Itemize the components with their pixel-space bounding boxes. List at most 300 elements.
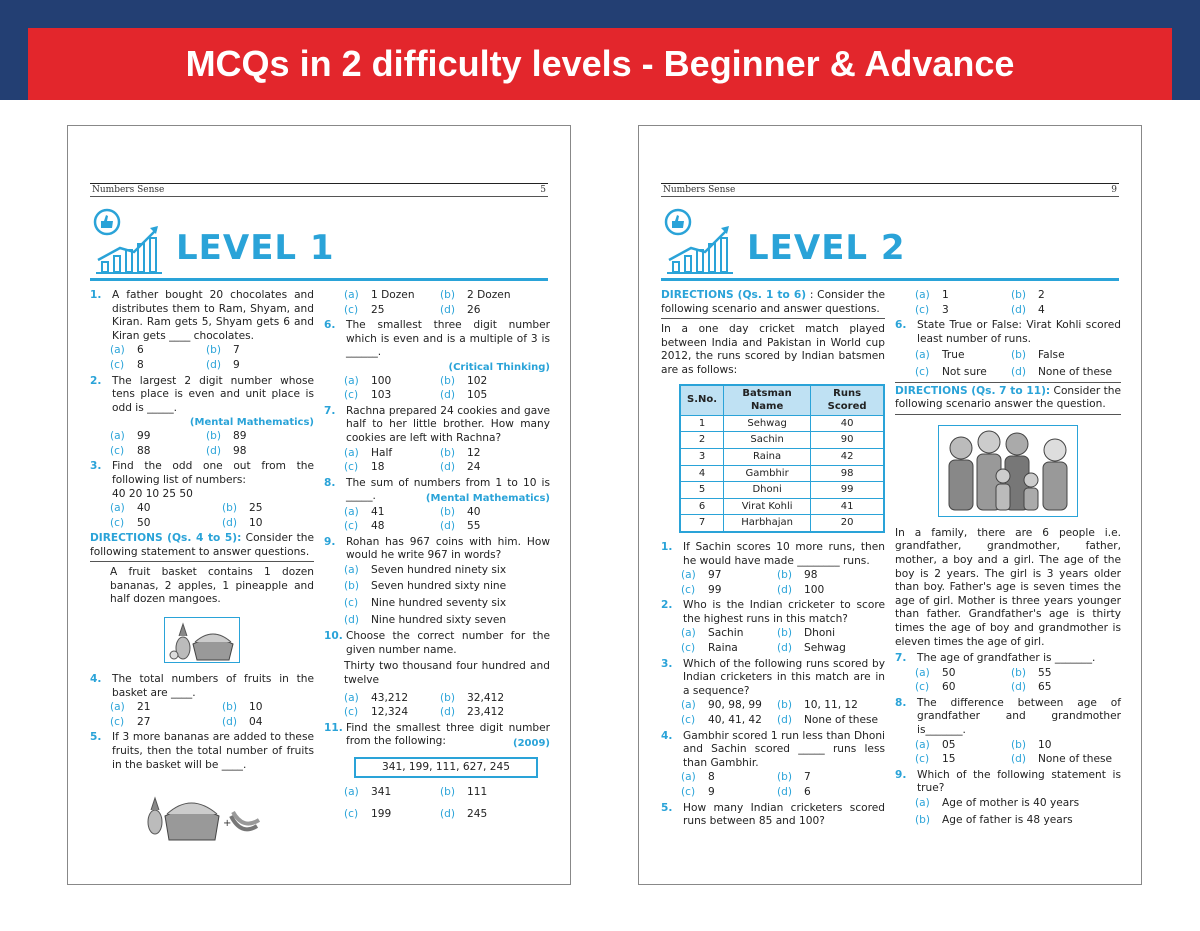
option-letter: (b) — [777, 569, 792, 582]
question-number: 1. — [90, 289, 102, 301]
question-number: 9. — [895, 768, 907, 781]
option-text: 2 — [1038, 289, 1045, 301]
options-q2 — [661, 627, 885, 655]
option — [344, 375, 440, 389]
option-text: 100 — [371, 374, 392, 387]
option-letter: (c) — [344, 389, 359, 402]
option — [915, 349, 1011, 363]
option-text: 98 — [233, 444, 247, 457]
running-header — [90, 183, 548, 197]
option-letter: (c) — [110, 715, 125, 728]
option — [344, 786, 440, 800]
column-header: S.No. — [680, 385, 724, 416]
fruit-basket-image — [164, 617, 240, 663]
option-letter: (c) — [344, 597, 359, 610]
svg-text:+: + — [223, 818, 232, 830]
page-level-2 — [638, 125, 1142, 885]
option-text: 25 — [249, 501, 263, 514]
directions — [661, 289, 885, 319]
option — [440, 304, 550, 318]
question-text: Find the smallest three digit number from the following: — [346, 721, 550, 748]
table-cell: 98 — [811, 465, 884, 482]
option-text: 23,412 — [467, 706, 505, 719]
option-letter: (c) — [681, 714, 696, 727]
option-letter: (b) — [440, 691, 455, 704]
option-text: 48 — [371, 520, 385, 533]
option — [777, 642, 885, 656]
option-text: Dhoni — [804, 627, 836, 640]
directions-heading: DIRECTIONS (Qs. 4 to 5): — [90, 532, 242, 545]
question-text: A father bought 20 chocolates and distributes them to Ram, Shyam, and Kiran. Ram gets 5, Shyam gets 6 and Kiran gets ____ chocolates. — [112, 289, 314, 342]
scenario-text: A fruit basket contains 1 dozen bananas, 2 apples, 1 pineapple and half dozen mangoes. — [110, 566, 314, 606]
table-row — [680, 415, 884, 432]
table-cell: 1 — [680, 415, 724, 432]
question-6 — [895, 319, 1121, 346]
table-row — [680, 498, 884, 515]
option-letter: (d) — [1011, 753, 1026, 766]
option-text: 341 — [371, 786, 392, 799]
table-row — [680, 448, 884, 465]
option-text: 41 — [371, 505, 385, 518]
family-image — [938, 425, 1078, 517]
option — [777, 584, 885, 598]
question-text: Which of the following runs scored by Indian cricketers in this match are in a sequence? — [683, 657, 885, 697]
option-text: 9 — [233, 358, 240, 371]
table-cell: 2 — [680, 432, 724, 449]
option-text: 4 — [1038, 303, 1045, 316]
year-tag: (2009) — [513, 738, 550, 749]
option-letter: (b) — [440, 505, 455, 518]
option-letter: (d) — [440, 303, 455, 316]
option — [222, 517, 314, 531]
option-text: 32,412 — [467, 691, 505, 704]
option-text: 65 — [1038, 681, 1052, 694]
option — [344, 564, 550, 578]
directions-text: Consider the following statement to answer questions. — [90, 532, 314, 558]
option — [440, 506, 550, 520]
option-text: 6 — [804, 786, 811, 798]
option-text: 05 — [942, 738, 956, 751]
option-text: 102 — [467, 374, 488, 387]
option — [110, 517, 222, 531]
option-letter: (c) — [344, 461, 359, 474]
option-text: 6 — [137, 344, 144, 357]
option — [110, 445, 206, 459]
option — [777, 627, 885, 641]
option — [440, 289, 550, 303]
option-letter: (a) — [110, 701, 125, 714]
option-text: Seven hundred ninety six — [371, 563, 507, 576]
option-text: 199 — [371, 807, 392, 820]
option-text: 27 — [137, 715, 151, 728]
option-text: 43,212 — [371, 691, 409, 704]
question-7 — [324, 405, 550, 446]
option-letter: (a) — [344, 289, 359, 301]
option-letter: (b) — [777, 771, 792, 784]
option — [915, 366, 1011, 380]
option — [915, 814, 1121, 828]
option-text: Half — [371, 446, 393, 459]
table-cell: 6 — [680, 498, 724, 515]
option-letter: (b) — [777, 627, 792, 640]
option-letter: (a) — [681, 569, 696, 582]
question-number: 7. — [895, 652, 907, 665]
option-letter: (a) — [110, 429, 125, 442]
option-text: 100 — [804, 583, 825, 596]
options-q4 — [661, 771, 885, 799]
table-cell: 20 — [811, 515, 884, 532]
banner — [28, 28, 1172, 100]
option-letter: (b) — [440, 374, 455, 387]
options-q3 — [90, 502, 314, 530]
option-text: 7 — [233, 344, 240, 357]
option — [344, 808, 440, 822]
left-column — [661, 289, 885, 830]
scenario-text: In a one day cricket match played between India and Pakistan in World cup 2012, the runs scored by Indian batsmen are as follows: — [661, 323, 885, 376]
option-text: Nine hundred seventy six — [371, 597, 507, 610]
option-letter: (a) — [681, 699, 696, 712]
table-cell: Raina — [724, 448, 811, 465]
question-number: 5. — [661, 801, 673, 814]
question-number: 1. — [661, 540, 673, 553]
option-letter: (b) — [440, 289, 455, 301]
question-text: Rachna prepared 24 cookies and gave half to her little brother. How many cookies are left with Rachna? — [346, 404, 550, 444]
option — [1011, 366, 1121, 380]
question-text: The age of grandfather is _______. — [917, 652, 1096, 665]
option-text: 9 — [708, 786, 715, 798]
option-text: 10 — [1038, 738, 1052, 751]
question-3 — [661, 658, 885, 699]
option — [1011, 681, 1121, 695]
running-header — [661, 183, 1119, 197]
table-cell: Virat Kohli — [724, 498, 811, 515]
option-letter: (b) — [222, 701, 237, 714]
table-row — [680, 465, 884, 482]
question-text: The sum of numbers from 1 to 10 is _____. — [346, 476, 550, 503]
question-text: The largest 2 digit number whose tens place is even and unit place is odd is _____. — [112, 374, 314, 414]
banner-title: MCQs in 2 difficulty levels - Beginner & Advance — [185, 43, 1015, 84]
table-row — [680, 432, 884, 449]
options-q6 — [324, 375, 550, 403]
number-list: 40 20 10 25 50 — [112, 488, 193, 501]
option — [440, 375, 550, 389]
option — [222, 701, 314, 715]
question-4 — [661, 730, 885, 771]
option — [344, 692, 440, 706]
option — [110, 716, 222, 730]
option-text: 98 — [804, 569, 818, 582]
option-text: 10 — [249, 516, 263, 529]
options-q5 — [324, 289, 550, 317]
options-q9 — [324, 564, 550, 627]
option-letter: (d) — [440, 706, 455, 719]
option-text: 60 — [942, 681, 956, 694]
option-text: 1 — [942, 289, 949, 301]
runs-table — [679, 384, 885, 533]
option — [915, 797, 1121, 811]
option-text: 50 — [137, 516, 151, 529]
options-q10 — [324, 692, 550, 720]
option-letter: (d) — [440, 520, 455, 533]
running-head: Numbers Sense — [92, 185, 165, 195]
question-number: 6. — [324, 319, 336, 332]
option — [777, 569, 885, 583]
option-text: 88 — [137, 444, 151, 457]
option — [1011, 667, 1121, 681]
option-text: 24 — [467, 461, 481, 474]
question-number: 2. — [661, 599, 673, 612]
number-box: 341, 199, 111, 627, 245 — [354, 757, 538, 779]
option-text: 10 — [249, 701, 263, 714]
page-number: 9 — [1111, 185, 1117, 195]
question-2 — [661, 599, 885, 626]
option — [110, 701, 222, 715]
page-number: 5 — [540, 185, 546, 195]
option-text: Nine hundred sixty seven — [371, 613, 507, 626]
option — [915, 753, 1011, 767]
option — [110, 344, 206, 358]
option-text: Sachin — [708, 627, 744, 640]
option-text: Seven hundred sixty nine — [371, 580, 507, 593]
family-scenario: In a family, there are 6 people i.e. grandfather, grandmother, father, mother, a boy and a girl. The age of the boy is 2 years. The girl is 3 years older than boy. Father's age is seven times the age of girl. Mother is three years younger than father. Grandfather's age is thirty times the age of boy and grandmother is eleven times the age of girl. — [895, 526, 1121, 648]
option-text: Age of mother is 40 years — [942, 797, 1080, 810]
option-text: 245 — [467, 807, 488, 820]
question-text: The difference between age of grandfather and grandmother is_______. — [917, 696, 1121, 737]
option-text: 25 — [371, 303, 385, 316]
option-letter: (b) — [222, 501, 237, 514]
option-letter: (b) — [1011, 349, 1026, 362]
option-letter: (c) — [681, 642, 696, 655]
option-letter: (a) — [915, 666, 930, 679]
option-letter: (d) — [1011, 365, 1026, 378]
option — [344, 614, 550, 628]
option-text: 103 — [371, 389, 392, 402]
question-text: How many Indian cricketers scored runs between 85 and 100? — [683, 801, 885, 828]
table-cell: 90 — [811, 432, 884, 449]
option-letter: (b) — [777, 699, 792, 712]
question-9 — [895, 769, 1121, 796]
option — [777, 786, 885, 800]
table-header-row — [680, 385, 884, 416]
question-text: State True or False: Virat Kohli scored least number of runs. — [917, 319, 1121, 345]
option-text: 21 — [137, 701, 151, 714]
option-text: 8 — [708, 771, 715, 784]
option — [110, 430, 206, 444]
option-text: 10, 11, 12 — [804, 699, 858, 712]
option-letter: (a) — [344, 786, 359, 799]
option-text: 50 — [942, 666, 956, 679]
option — [344, 289, 440, 303]
topic-tag: (Critical Thinking) — [448, 361, 550, 373]
option — [206, 430, 314, 444]
table-cell: 41 — [811, 498, 884, 515]
option-letter: (c) — [681, 583, 696, 596]
option — [110, 359, 206, 373]
option — [681, 714, 777, 728]
right-column — [324, 289, 550, 823]
option-letter: (a) — [344, 691, 359, 704]
question-number: 8. — [895, 696, 907, 709]
option-text: None of these — [1038, 365, 1113, 378]
option-letter: (a) — [681, 627, 696, 640]
options-q8 — [324, 506, 550, 534]
option-text: Raina — [708, 642, 738, 655]
option-letter: (b) — [206, 429, 221, 442]
option — [440, 808, 550, 822]
option-letter: (c) — [915, 303, 930, 316]
option-letter: (c) — [110, 358, 125, 371]
option — [440, 786, 550, 800]
option-text: 7 — [804, 771, 811, 784]
options-q5 — [895, 289, 1121, 317]
question-7 — [895, 652, 1121, 666]
level-title: LEVEL 2 — [747, 228, 906, 268]
question-text: If Sachin scores 10 more runs, then he would have made ________ runs. — [683, 540, 885, 567]
level-title: LEVEL 1 — [176, 228, 335, 268]
option — [344, 461, 440, 475]
option-text: 89 — [233, 429, 247, 442]
option-text: 40 — [467, 505, 481, 518]
option-letter: (b) — [915, 813, 930, 826]
question-number: 2. — [90, 374, 102, 387]
option — [110, 502, 222, 516]
table-cell: Sehwag — [724, 415, 811, 432]
option — [440, 520, 550, 534]
question-2 — [90, 375, 314, 416]
option-letter: (c) — [110, 516, 125, 529]
option-text: 90, 98, 99 — [708, 699, 762, 712]
option-text: 105 — [467, 389, 488, 402]
option — [440, 692, 550, 706]
option-letter: (d) — [440, 807, 455, 820]
option — [681, 627, 777, 641]
option-text: 3 — [942, 303, 949, 316]
directions-text: : Consider the following scenario and answer questions. — [661, 289, 885, 315]
question-text: The total numbers of fruits in the basket are ____. — [112, 673, 314, 699]
running-head: Numbers Sense — [663, 185, 736, 195]
question-number: 8. — [324, 476, 336, 489]
options-q1 — [661, 569, 885, 597]
table-cell: 40 — [811, 415, 884, 432]
question-4 — [90, 673, 314, 700]
table-cell: Sachin — [724, 432, 811, 449]
option — [222, 502, 314, 516]
option-letter: (a) — [344, 505, 359, 518]
options-q1 — [90, 344, 314, 372]
option — [344, 706, 440, 720]
option — [681, 569, 777, 583]
level-header — [661, 206, 1119, 281]
option — [1011, 753, 1121, 767]
option-text: 26 — [467, 303, 481, 316]
option — [1011, 304, 1121, 318]
option-letter: (b) — [344, 580, 359, 593]
topic-tag: (Mental Mathematics) — [425, 492, 550, 504]
option-text: None of these — [804, 714, 879, 727]
fruits-plus-bananas-image — [143, 786, 261, 842]
question-number: 6. — [895, 319, 907, 332]
table-cell: Dhoni — [724, 482, 811, 499]
option-letter: (b) — [440, 446, 455, 459]
option-letter: (d) — [1011, 303, 1026, 316]
column-header: Batsman Name — [724, 385, 811, 416]
directions-text: Consider the following scenario answer the question. — [895, 384, 1121, 411]
option — [915, 667, 1011, 681]
option — [777, 714, 885, 728]
question-text: Who is the Indian cricketer to score the highest runs in this match? — [683, 599, 885, 625]
option-text: 15 — [942, 753, 956, 766]
option-letter: (a) — [915, 738, 930, 751]
question-number: 3. — [661, 657, 673, 670]
question-number: 11. — [324, 721, 343, 734]
option — [915, 681, 1011, 695]
question-10 — [324, 630, 550, 657]
table-cell: Gambhir — [724, 465, 811, 482]
question-1 — [661, 541, 885, 568]
question-number: 4. — [90, 673, 102, 686]
option-letter: (d) — [222, 715, 237, 728]
option-letter: (d) — [206, 444, 221, 457]
option — [681, 642, 777, 656]
table-cell: 5 — [680, 482, 724, 499]
column-header: Runs Scored — [811, 385, 884, 416]
option — [1011, 349, 1121, 363]
option-text: 99 — [137, 429, 151, 442]
question-9 — [324, 536, 550, 563]
option — [681, 584, 777, 598]
option-letter: (a) — [915, 349, 930, 362]
option — [222, 716, 314, 730]
option-letter: (a) — [915, 797, 930, 810]
directions-heading: DIRECTIONS (Qs. 1 to 6) — [661, 289, 807, 301]
option-text: 04 — [249, 715, 263, 728]
option-letter: (a) — [344, 563, 359, 576]
option-letter: (d) — [440, 461, 455, 474]
option-letter: (c) — [344, 303, 359, 316]
options-q9 — [895, 797, 1121, 827]
option — [440, 447, 550, 461]
option — [344, 506, 440, 520]
option-letter: (b) — [440, 786, 455, 799]
option — [344, 304, 440, 318]
option-text: 40 — [137, 501, 151, 514]
question-text: Find the odd one out from the following list of numbers: — [112, 460, 314, 486]
question-number: 9. — [324, 535, 336, 548]
topic-tag: (Mental Mathematics) — [189, 417, 314, 429]
growth-chart-icon — [661, 206, 741, 278]
option — [344, 580, 550, 594]
question-text: If 3 more bananas are added to these fruits, then the total number of fruits in the basket will be ____. — [112, 731, 314, 771]
option-letter: (a) — [344, 374, 359, 387]
option-text: 18 — [371, 461, 385, 474]
option-text: 12,324 — [371, 706, 409, 719]
table-cell: 42 — [811, 448, 884, 465]
option-letter: (a) — [110, 344, 125, 357]
option-letter: (d) — [777, 642, 792, 655]
option — [1011, 739, 1121, 753]
option — [344, 447, 440, 461]
option — [915, 289, 1011, 303]
option-letter: (d) — [777, 583, 792, 596]
option — [777, 699, 885, 713]
option — [681, 786, 777, 800]
option-letter: (c) — [915, 365, 930, 378]
question-text: Gambhir scored 1 run less than Dhoni and Sachin scored _____ runs less than Gambhir. — [683, 729, 885, 769]
option-letter: (d) — [777, 786, 792, 798]
option-text: 1 Dozen — [371, 289, 415, 301]
question-number: 4. — [661, 729, 673, 742]
option-text: False — [1038, 349, 1065, 362]
